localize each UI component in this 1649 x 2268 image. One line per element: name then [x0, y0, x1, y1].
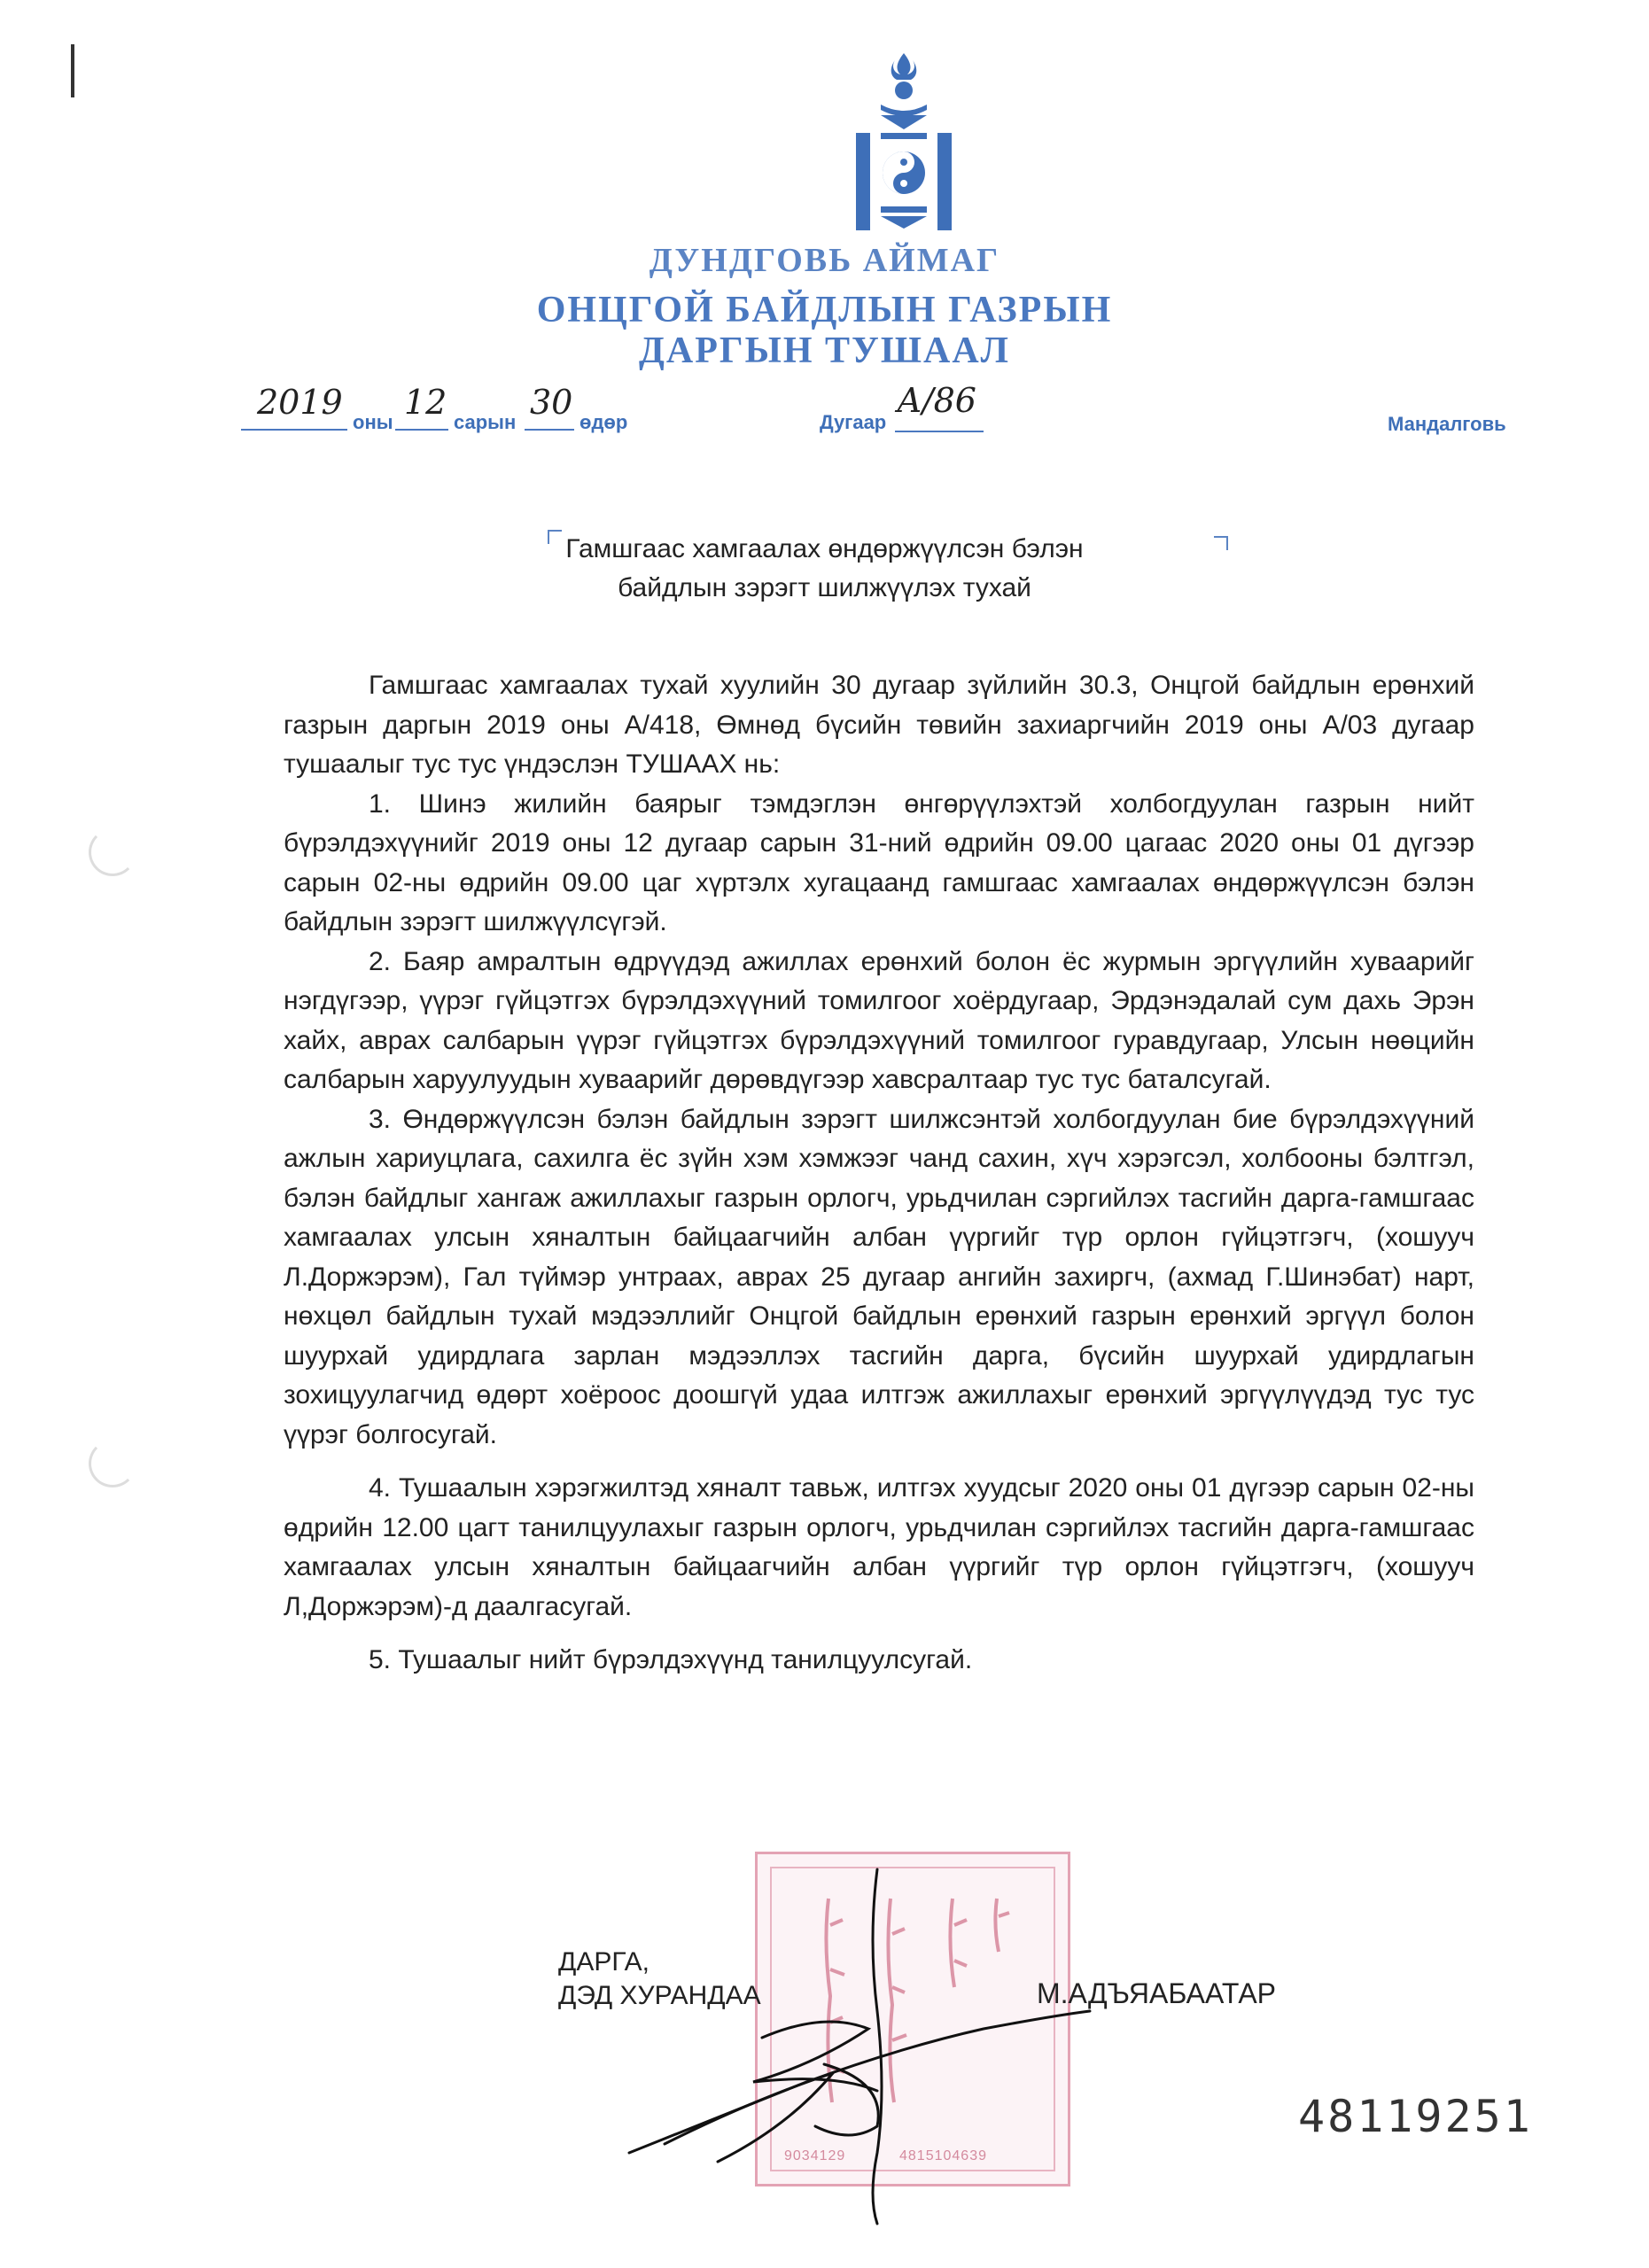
order-body [284, 666, 1474, 1681]
number-label: Дугаар [820, 411, 887, 433]
date-year: 2019 [257, 383, 343, 422]
order-item: 3. Өндөржүүлсэн бэлэн байдлын зэрэгт шилжсэнтэй холбогдуулан бие бүрэлдэхүүний ажлын хариуцлага, сахилга ёс зүйн хэм хэмжээг чанд сахин, хүч хэрэгсэл, холбооны бэлтгэл, бэлэн байдлыг хангаж ажиллахыг газрын орлогч, урьдчилан сэргийлэх тасгийн дарга-гамшгаас хамгаалах улсын хяналтын байцаагчийн албан үүргийг түр орлон гүйцэтгэгч, (хошууч Л.Доржэрэм), Гал түймэр унтраах, аврах 25 дугаар ангийн захиргч, (ахмад Г.Шинэбат) нарт, нөхцөл байдлын тухай мэдээллийг Онцгой байдлын ерөнхий газрын ерөнхий эргүүл болон шуурхай удирдлага зарлан мэдээллэх тасгийн дарга, бүсийн шуурхай удирдлагын зохицуулагчид өдөрт хоёроос доошгүй удаа илтгэж ажиллахыг ерөнхий эргүүлүүдэд тус тус үүрэг болгосугай. [284, 1104, 1474, 1449]
order-item: 4. Тушаалын хэрэгжилтэд хяналт тавьж, илтгэх хуудсыг 2020 оны 01 дүгээр сарын 02-ны өдрийн 12.00 цагт танилцуулахыг газрын орлогч, урьдчилан сэргийлэх тасгийн дарга-гамшгаас хамгаалах улсын хяналтын байцаагчийн албан үүргийг түр орлон гүйцэтгэгч, (хошууч Л,Доржэрэм)-д даалгасугай. [284, 1473, 1474, 1621]
date-day: 30 [530, 383, 573, 422]
soyombo-emblem-icon [851, 53, 957, 230]
underline [395, 429, 448, 431]
place-name: Мандалговь [1388, 413, 1506, 435]
order-item: 1. Шинэ жилийн баярыг тэмдэглэн өнгөрүүлэхтэй холбогдуулан газрын нийт бүрэлдэхүүнийг 2019 оны 12 дугаар сарын 31-ний өдрийн 09.00 цагаас 2020 оны 01 дүгээр сарын 02-ны өдрийн 09.00 цаг хүртэлх хугацаанд гамшгаас хамгаалах өндөржүүлсэн бэлэн байдлын зэрэгт шилжүүлсүгэй. [284, 788, 1474, 936]
subject [0, 530, 1649, 608]
day-label: өдөр [579, 411, 628, 433]
order-item: 2. Баяр амралтын өдрүүдэд ажиллах ерөнхий болон ёс журмын эргүүлийн хуваарийг нэгдүгээр, үүрэг гүйцэтгэх бүрэлдэхүүний томилгоог хоёрдугаар, Эрдэнэдалай сум дахь Эрэн хайх, аврах салбарын үүрэг гүйцэтгэх бүрэлдэхүүний томилгоог гуравдугаар, Улсын нөөцийн салбарын харуулуудын хуваарийг дөрөвдүгээр хавсралтаар тус тус баталсугай. [284, 946, 1474, 1094]
order-item: 5. Тушаалыг нийт бүрэлдэхүүнд танилцуулсугай. [369, 1645, 973, 1674]
punch-hole-mark [89, 1440, 136, 1487]
signatory-position: ДАРГА, [558, 1947, 649, 1977]
document-title-line1: ОНЦГОЙ БАЙДЛЫН ГАЗРЫН [536, 290, 1113, 330]
preamble-paragraph: Гамшгаас хамгаалах тухай хуулийн 30 дугаар зүйлийн 30.3, Онцгой байдлын ерөнхий газрын даргын 2019 оны А/418, Өмнөд бүсийн төвийн захиаргчийн 2019 оны А/03 дугаар тушаалыг тус тус үндэслэн ТУШААХ нь: [284, 671, 1474, 779]
underline [241, 429, 347, 431]
subject-line1: Гамшгаас хамгаалах өндөржүүлсэн бэлэн [565, 534, 1084, 563]
handwritten-signature [611, 1860, 1108, 2233]
year-label: оны [353, 411, 393, 433]
underline [895, 431, 984, 432]
month-label: сарын [454, 411, 517, 433]
stamp-number-left: 9034129 [784, 2148, 846, 2163]
serial-number: 48119251 [1298, 2091, 1533, 2142]
binder-mark [71, 44, 74, 97]
punch-hole-mark [89, 828, 136, 876]
stamp-number-right: 4815104639 [899, 2148, 987, 2163]
order-number: А/86 [897, 381, 976, 420]
date-month: 12 [404, 383, 447, 422]
signatory-rank: ДЭД ХУРАНДАА [558, 1981, 761, 2010]
signatory-name: М.АДЪЯАБААТАР [1037, 1977, 1276, 2009]
document-title-line2: ДАРГЫН ТУШААЛ [639, 330, 1010, 371]
region-name: ДУНДГОВЬ АЙМАГ [649, 242, 1000, 279]
subject-line2: байдлын зэрэгт шилжүүлэх тухай [618, 573, 1031, 602]
underline [525, 429, 574, 431]
